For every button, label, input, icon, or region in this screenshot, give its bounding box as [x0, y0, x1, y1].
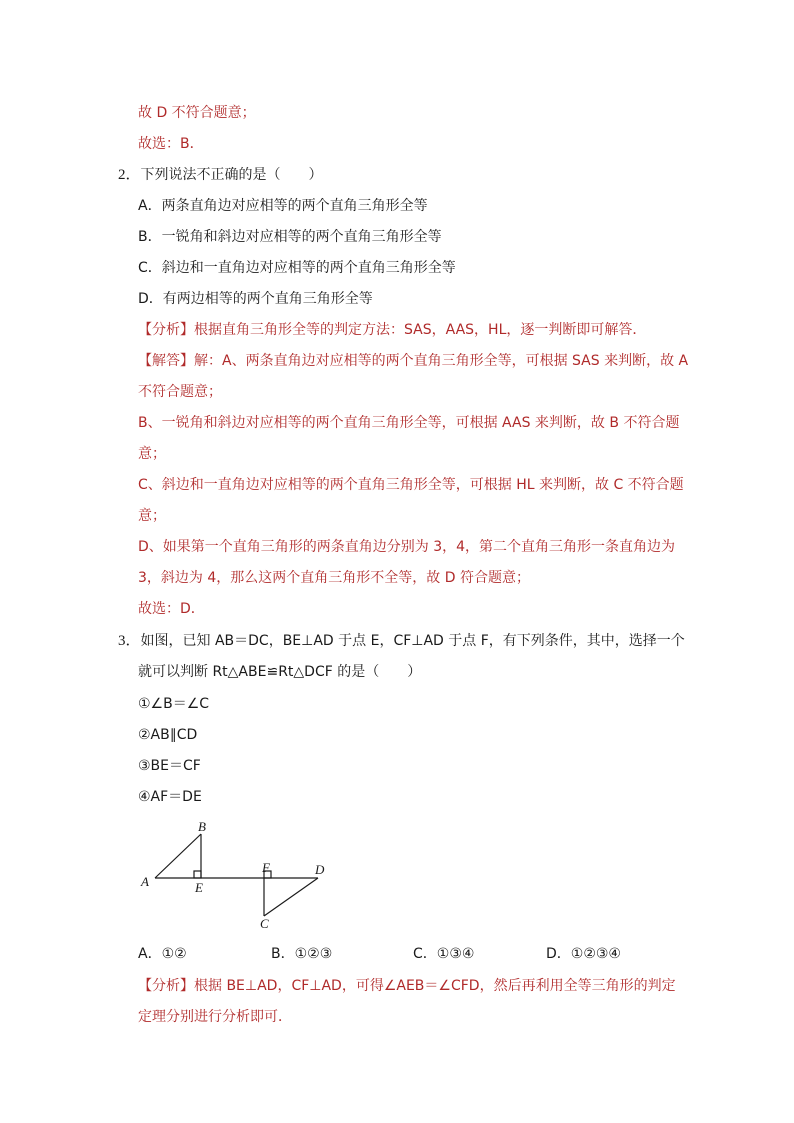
prev-conclusion: 故 D 不符合题意；	[138, 105, 256, 121]
prev-answer: 故选：B．	[138, 136, 204, 152]
geometry-figure	[138, 816, 338, 936]
q2-answer-line: 【解答】解：A、两条直角边对应相等的两个直角三角形全等，可根据 SAS 来判断，故 A	[138, 353, 689, 369]
q2-answer-line: C、斜边和一直角边对应相等的两个直角三角形全等，可根据 HL 来判断，故 C 不符合题	[138, 477, 684, 493]
q2-answer-line: 不符合题意；	[138, 384, 222, 400]
q2-stem-line	[118, 165, 323, 185]
q2-answer-choice: 故选：D．	[138, 601, 205, 617]
q3-stem-cont: 就可以判断 Rt△ABE≌Rt△DCF 的是（ ）	[138, 664, 422, 680]
label-b: B	[198, 819, 206, 834]
q3-choice-a: A．①②	[138, 946, 187, 962]
segment-cd	[264, 878, 318, 916]
q3-condition: ②AB∥CD	[138, 727, 198, 743]
label-e: E	[195, 880, 203, 895]
q2-option-b: B．一锐角和斜边对应相等的两个直角三角形全等	[138, 229, 442, 245]
q2-option-c: C．斜边和一直角边对应相等的两个直角三角形全等	[138, 260, 456, 276]
q2-number: 2．	[118, 167, 141, 183]
q3-choice-b: B．①②③	[271, 946, 333, 962]
q3-condition: ③BE＝CF	[138, 758, 201, 774]
q3-choice-d: D．①②③④	[546, 946, 621, 962]
q3-condition: ①∠B＝∠C	[138, 696, 210, 712]
q3-number: 3．	[118, 633, 141, 649]
label-c: C	[260, 916, 269, 931]
q3-condition: ④AF＝DE	[138, 789, 202, 805]
q2-stem: 下列说法不正确的是（ ）	[140, 167, 323, 183]
q2-answer-line: B、一锐角和斜边对应相等的两个直角三角形全等，可根据 AAS 来判断，故 B 不符合题	[138, 415, 680, 431]
q3-stem-line	[118, 631, 685, 651]
q2-analysis: 【分析】根据直角三角形全等的判定方法：SAS，AAS，HL，逐一判断即可解答．	[138, 322, 647, 338]
q2-answer-line: D、如果第一个直角三角形的两条直角边分别为 3，4，第二个直角三角形一条直角边为	[138, 539, 676, 555]
right-angle-mark-e	[194, 871, 201, 878]
q2-answer-line: 意；	[138, 508, 166, 524]
q2-option-a: A．两条直角边对应相等的两个直角三角形全等	[138, 198, 428, 214]
q3-stem: 如图，已知 AB＝DC，BE⊥AD 于点 E，CF⊥AD 于点 F，有下列条件，其中，选择一个	[140, 633, 685, 649]
q3-analysis: 【分析】根据 BE⊥AD，CF⊥AD，可得∠AEB＝∠CFD，然后再利用全等三角形的判定	[138, 978, 676, 994]
label-a: A	[141, 874, 149, 889]
q3-choice-c: C．①③④	[413, 946, 475, 962]
label-d: D	[315, 862, 325, 877]
q2-answer-line: 3，斜边为 4，那么这两个直角三角形不全等，故 D 符合题意；	[138, 570, 530, 586]
label-f: F	[262, 860, 270, 875]
q2-answer-line: 意；	[138, 446, 166, 462]
q3-analysis-cont: 定理分别进行分析即可．	[138, 1009, 292, 1025]
q2-option-d: D．有两边相等的两个直角三角形全等	[138, 291, 373, 307]
